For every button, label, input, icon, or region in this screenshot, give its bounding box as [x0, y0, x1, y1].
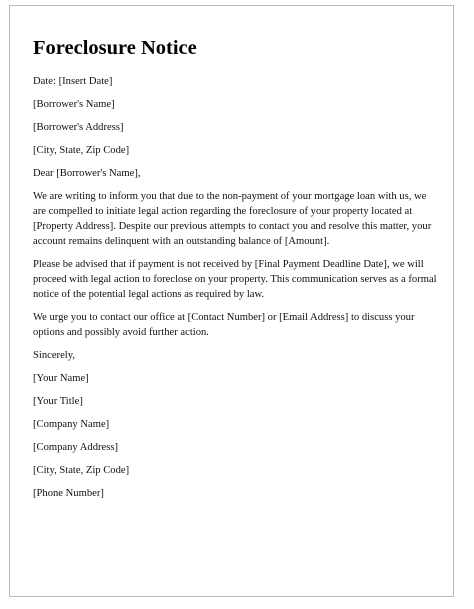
page-title: Foreclosure Notice	[33, 37, 197, 59]
recipient-address: [Borrower's Address]	[33, 122, 124, 133]
recipient-city-state-zip: [City, State, Zip Code]	[33, 145, 130, 156]
sender-city-state-zip: [City, State, Zip Code]	[33, 465, 130, 476]
salutation: Dear [Borrower's Name],	[33, 168, 141, 179]
date-line: Date: [Insert Date]	[33, 76, 113, 87]
sender-title: [Your Title]	[33, 396, 83, 407]
sender-name: [Your Name]	[33, 373, 89, 384]
body-paragraph-3: We urge you to contact our office at [Contact Number] or [Email Address] to discuss your options and possibly avoid further action.	[33, 312, 415, 338]
sender-company-address: [Company Address]	[33, 442, 119, 453]
body-paragraph-2: Please be advised that if payment is not received by [Final Payment Deadline Date], we will proceed with legal action to foreclose on your property. This communication serves as a formal notice of the potential legal actions as required by law.	[33, 259, 437, 300]
letter-content	[33, 36, 437, 509]
letter-page	[9, 5, 454, 597]
body-paragraph-1: We are writing to inform you that due to the non-payment of your mortgage loan with us, we are compelled to initiate legal action regarding the foreclosure of your property located at [Property Address]. Despite our previous attempts to contact you and resolve this matter, your account remains delinquent with an outstanding balance of [Amount].	[33, 191, 432, 247]
recipient-name: [Borrower's Name]	[33, 99, 115, 110]
sender-company: [Company Name]	[33, 419, 110, 430]
closing: Sincerely,	[33, 350, 75, 361]
sender-phone: [Phone Number]	[33, 488, 104, 499]
